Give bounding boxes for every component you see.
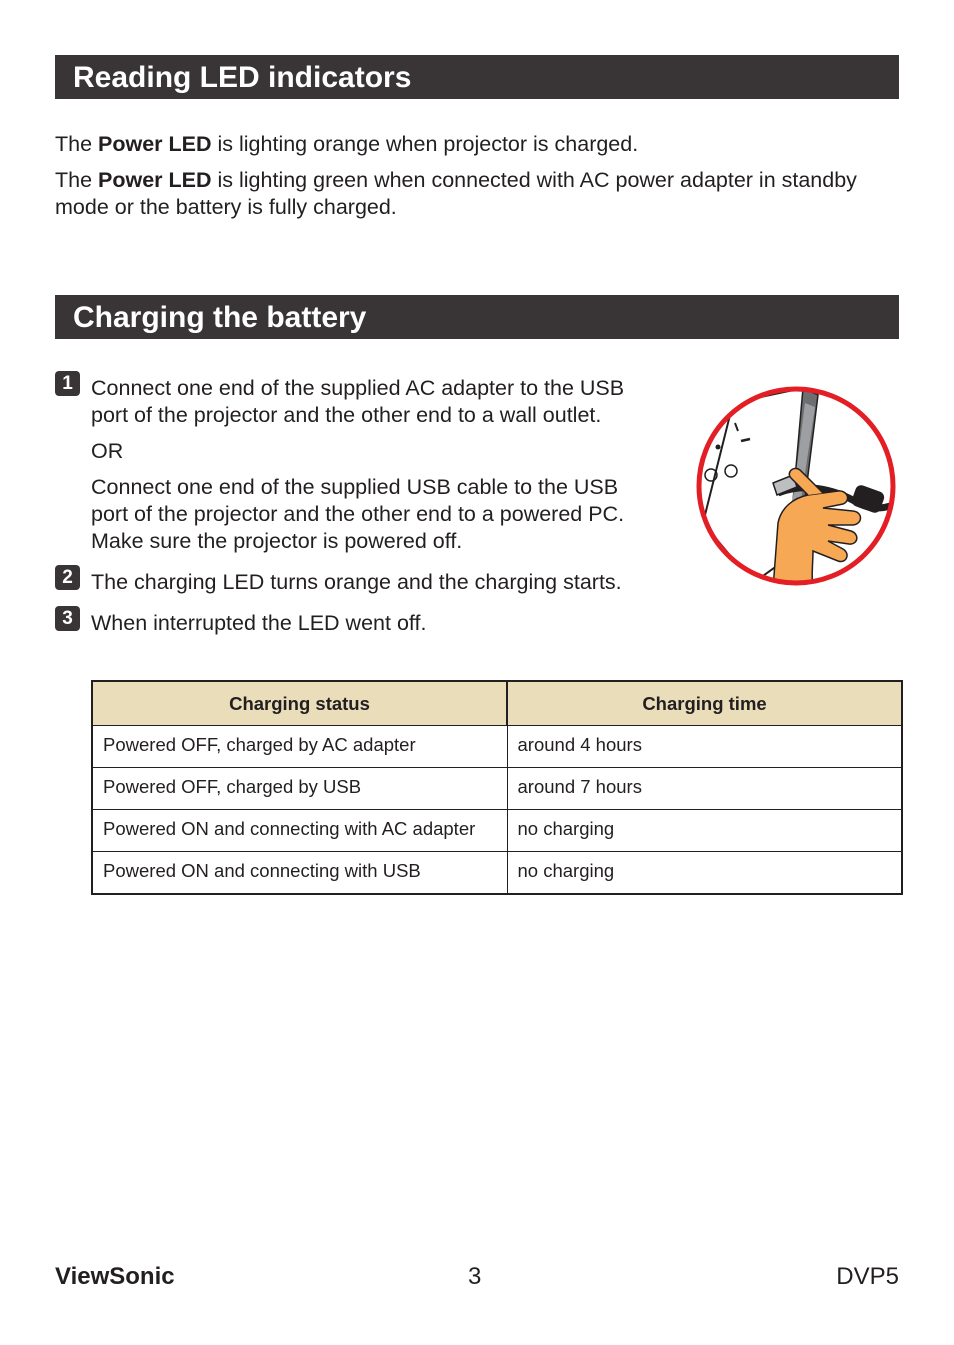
charging-table xyxy=(91,680,903,895)
section-title-charging-battery: Charging the battery xyxy=(55,295,899,339)
para-suffix: is lighting orange when projector is charged. xyxy=(211,132,639,156)
table-row xyxy=(92,852,902,894)
step-3-text: When interrupted the LED went off. xyxy=(91,611,427,635)
footer-brand: ViewSonic xyxy=(55,1263,175,1290)
power-led-term: Power LED xyxy=(98,168,212,192)
table-header-row xyxy=(92,681,902,726)
status-cell: Powered ON and connecting with AC adapter xyxy=(92,810,507,852)
para-suffix: is lighting green when connected with AC power adapter in standby mode or the battery is fully charged. xyxy=(55,168,857,219)
time-cell: no charging xyxy=(507,852,902,894)
header-charging-time: Charging time xyxy=(507,681,902,726)
para-prefix: The xyxy=(55,132,99,156)
step-1-alt-text: Connect one end of the supplied USB cable to the USB port of the projector and the other end to a powered PC. Make sure the projector is powered off. xyxy=(91,475,625,553)
or-text: OR xyxy=(91,439,124,463)
table-row xyxy=(92,810,902,852)
para-prefix: The xyxy=(55,168,99,192)
table-row xyxy=(92,726,902,768)
step-2-text: The charging LED turns orange and the charging starts. xyxy=(91,570,622,594)
status-cell: Powered OFF, charged by USB xyxy=(92,768,507,810)
step-1-badge: 1 xyxy=(55,371,80,396)
time-cell: no charging xyxy=(507,810,902,852)
header-charging-status: Charging status xyxy=(92,681,507,726)
power-led-orange-paragraph xyxy=(55,131,905,158)
step-2-badge: 2 xyxy=(55,565,80,590)
hand-plugging-usb-cable-icon xyxy=(693,383,899,589)
status-cell: Powered OFF, charged by AC adapter xyxy=(92,726,507,768)
footer-model: DVP5 xyxy=(836,1263,899,1290)
status-cell: Powered ON and connecting with USB xyxy=(92,852,507,894)
section-title-reading-led: Reading LED indicators xyxy=(55,55,899,99)
step-3-badge: 3 xyxy=(55,606,80,631)
page-number: 3 xyxy=(468,1263,482,1290)
step-1-text: Connect one end of the supplied AC adapter to the USB port of the projector and the other end to a wall outlet. xyxy=(91,376,625,427)
time-cell: around 7 hours xyxy=(507,768,902,810)
table-row xyxy=(92,768,902,810)
power-led-term: Power LED xyxy=(98,132,212,156)
time-cell: around 4 hours xyxy=(507,726,902,768)
power-led-green-paragraph xyxy=(55,167,900,221)
